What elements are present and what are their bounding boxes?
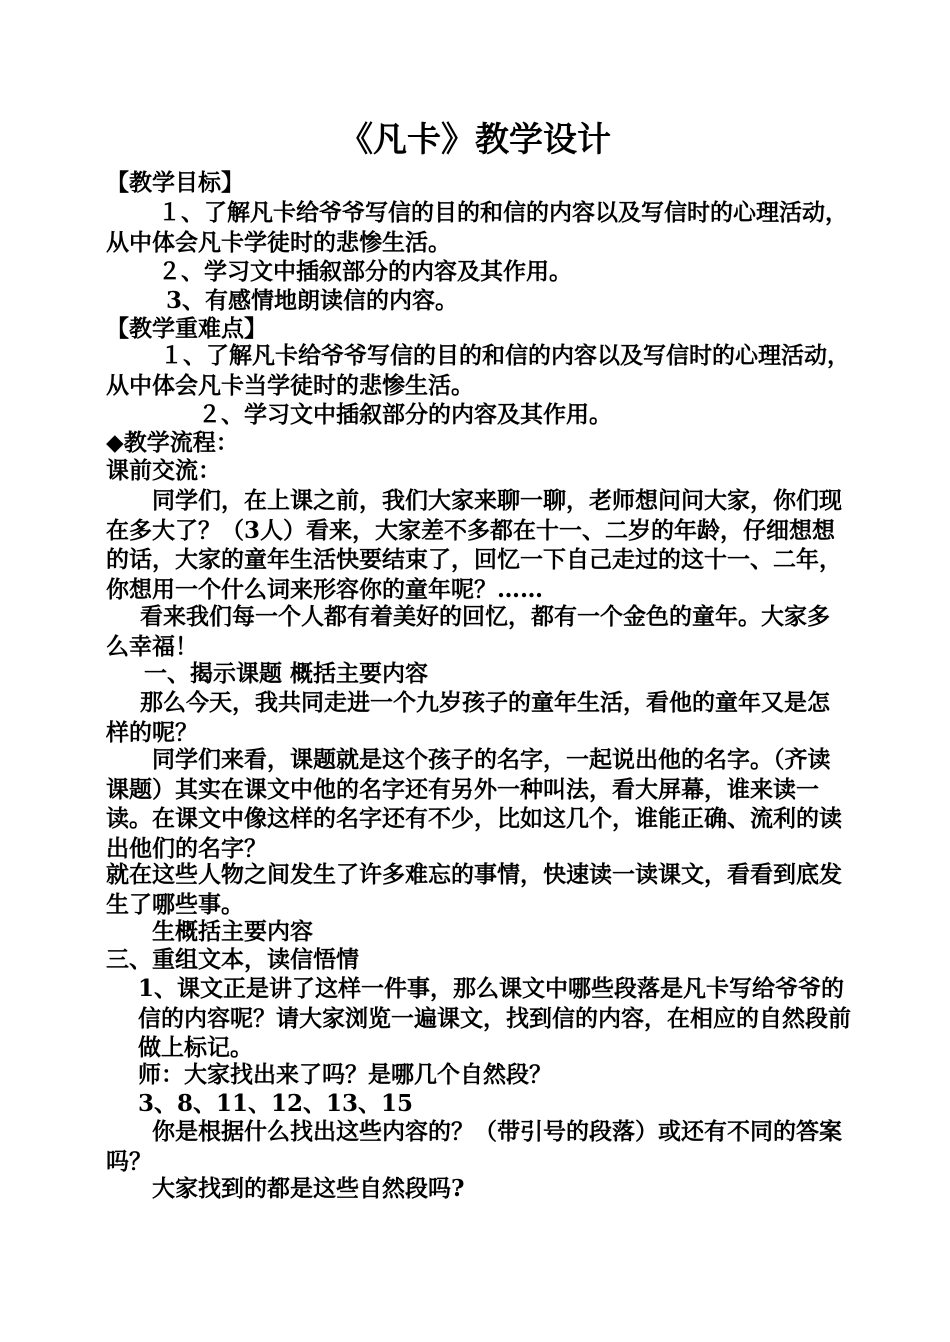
section3-item: 1、课文正是讲了这样一件事，那么课文中哪些段落是凡卡写给爷爷的信的内容呢？请大家浏览一遍课文，找到信的内容，在相应的自然段前做上标记。 [138,975,851,1061]
warmup-paragraph: 看来我们每一个人都有着美好的回忆，都有一个金色的童年。大家多么幸福！ [106,603,830,660]
section1-paragraph: 那么今天，我共同走进一个九岁孩子的童年生活，看他的童年又是怎样的呢？ [106,689,830,746]
objective-item: １、了解凡卡给爷爷写信的目的和信的内容以及写信时的心理活动，从中体会凡卡学徒时的悲惨生活。 [106,199,848,256]
section3-paragraph: 你是根据什么找出这些内容的？（带引号的段落）或还有不同的答案吗？ [106,1118,842,1175]
objective-item: ２、学习文中插叙部分的内容及其作用。 [158,258,572,285]
warmup-heading: 课前交流： [106,457,221,484]
section3-item: 师：大家找出来了吗？是哪几个自然段？ [138,1061,552,1088]
section1-paragraph: 同学们来看，课题就是这个孩子的名字，一起说出他的名字。（齐读课题）其实在课文中他的名字还有另外一种叫法，看大屏幕，谁来读一读。在课文中像这样的名字还有不少，比如这几个，谁能正确、流利的读出他们的名字？ [106,746,842,862]
process-heading: ◆教学流程： [106,429,239,456]
section3-item: 3、8、11、12、13、15 [138,1090,414,1117]
document-title: 《凡卡》教学设计 [339,120,611,160]
section1-heading: 一、揭示课题 概括主要内容 [144,660,429,687]
objectives-heading: 【教学目标】 [106,169,244,196]
objective-item: 3、有感情地朗读信的内容。 [166,287,459,314]
keypoint-item: ２、学习文中插叙部分的内容及其作用。 [198,401,612,428]
section3-paragraph: 大家找到的都是这些自然段吗? [152,1175,465,1202]
keypoints-heading: 【教学重难点】 [106,315,267,342]
keypoint-item: １、了解凡卡给爷爷写信的目的和信的内容以及写信时的心理活动，从中体会凡卡当学徒时的悲惨生活。 [106,342,850,399]
warmup-paragraph: 同学们，在上课之前，我们大家来聊一聊，老师想问问大家，你们现在多大了？（3人）看来，大家差不多都在十一、二岁的年龄，仔细想想的话，大家的童年生活快要结束了，回忆一下自己走过的这十一、二年，你想用一个什么词来形容你的童年呢？…… [106,487,842,603]
section3-heading: 三、重组文本，读信悟情 [106,946,359,973]
section1-paragraph: 就在这些人物之间发生了许多难忘的事情，快速读一读课文，看看到底发生了哪些事。 [106,861,842,918]
section1-paragraph: 生概括主要内容 [152,918,313,945]
